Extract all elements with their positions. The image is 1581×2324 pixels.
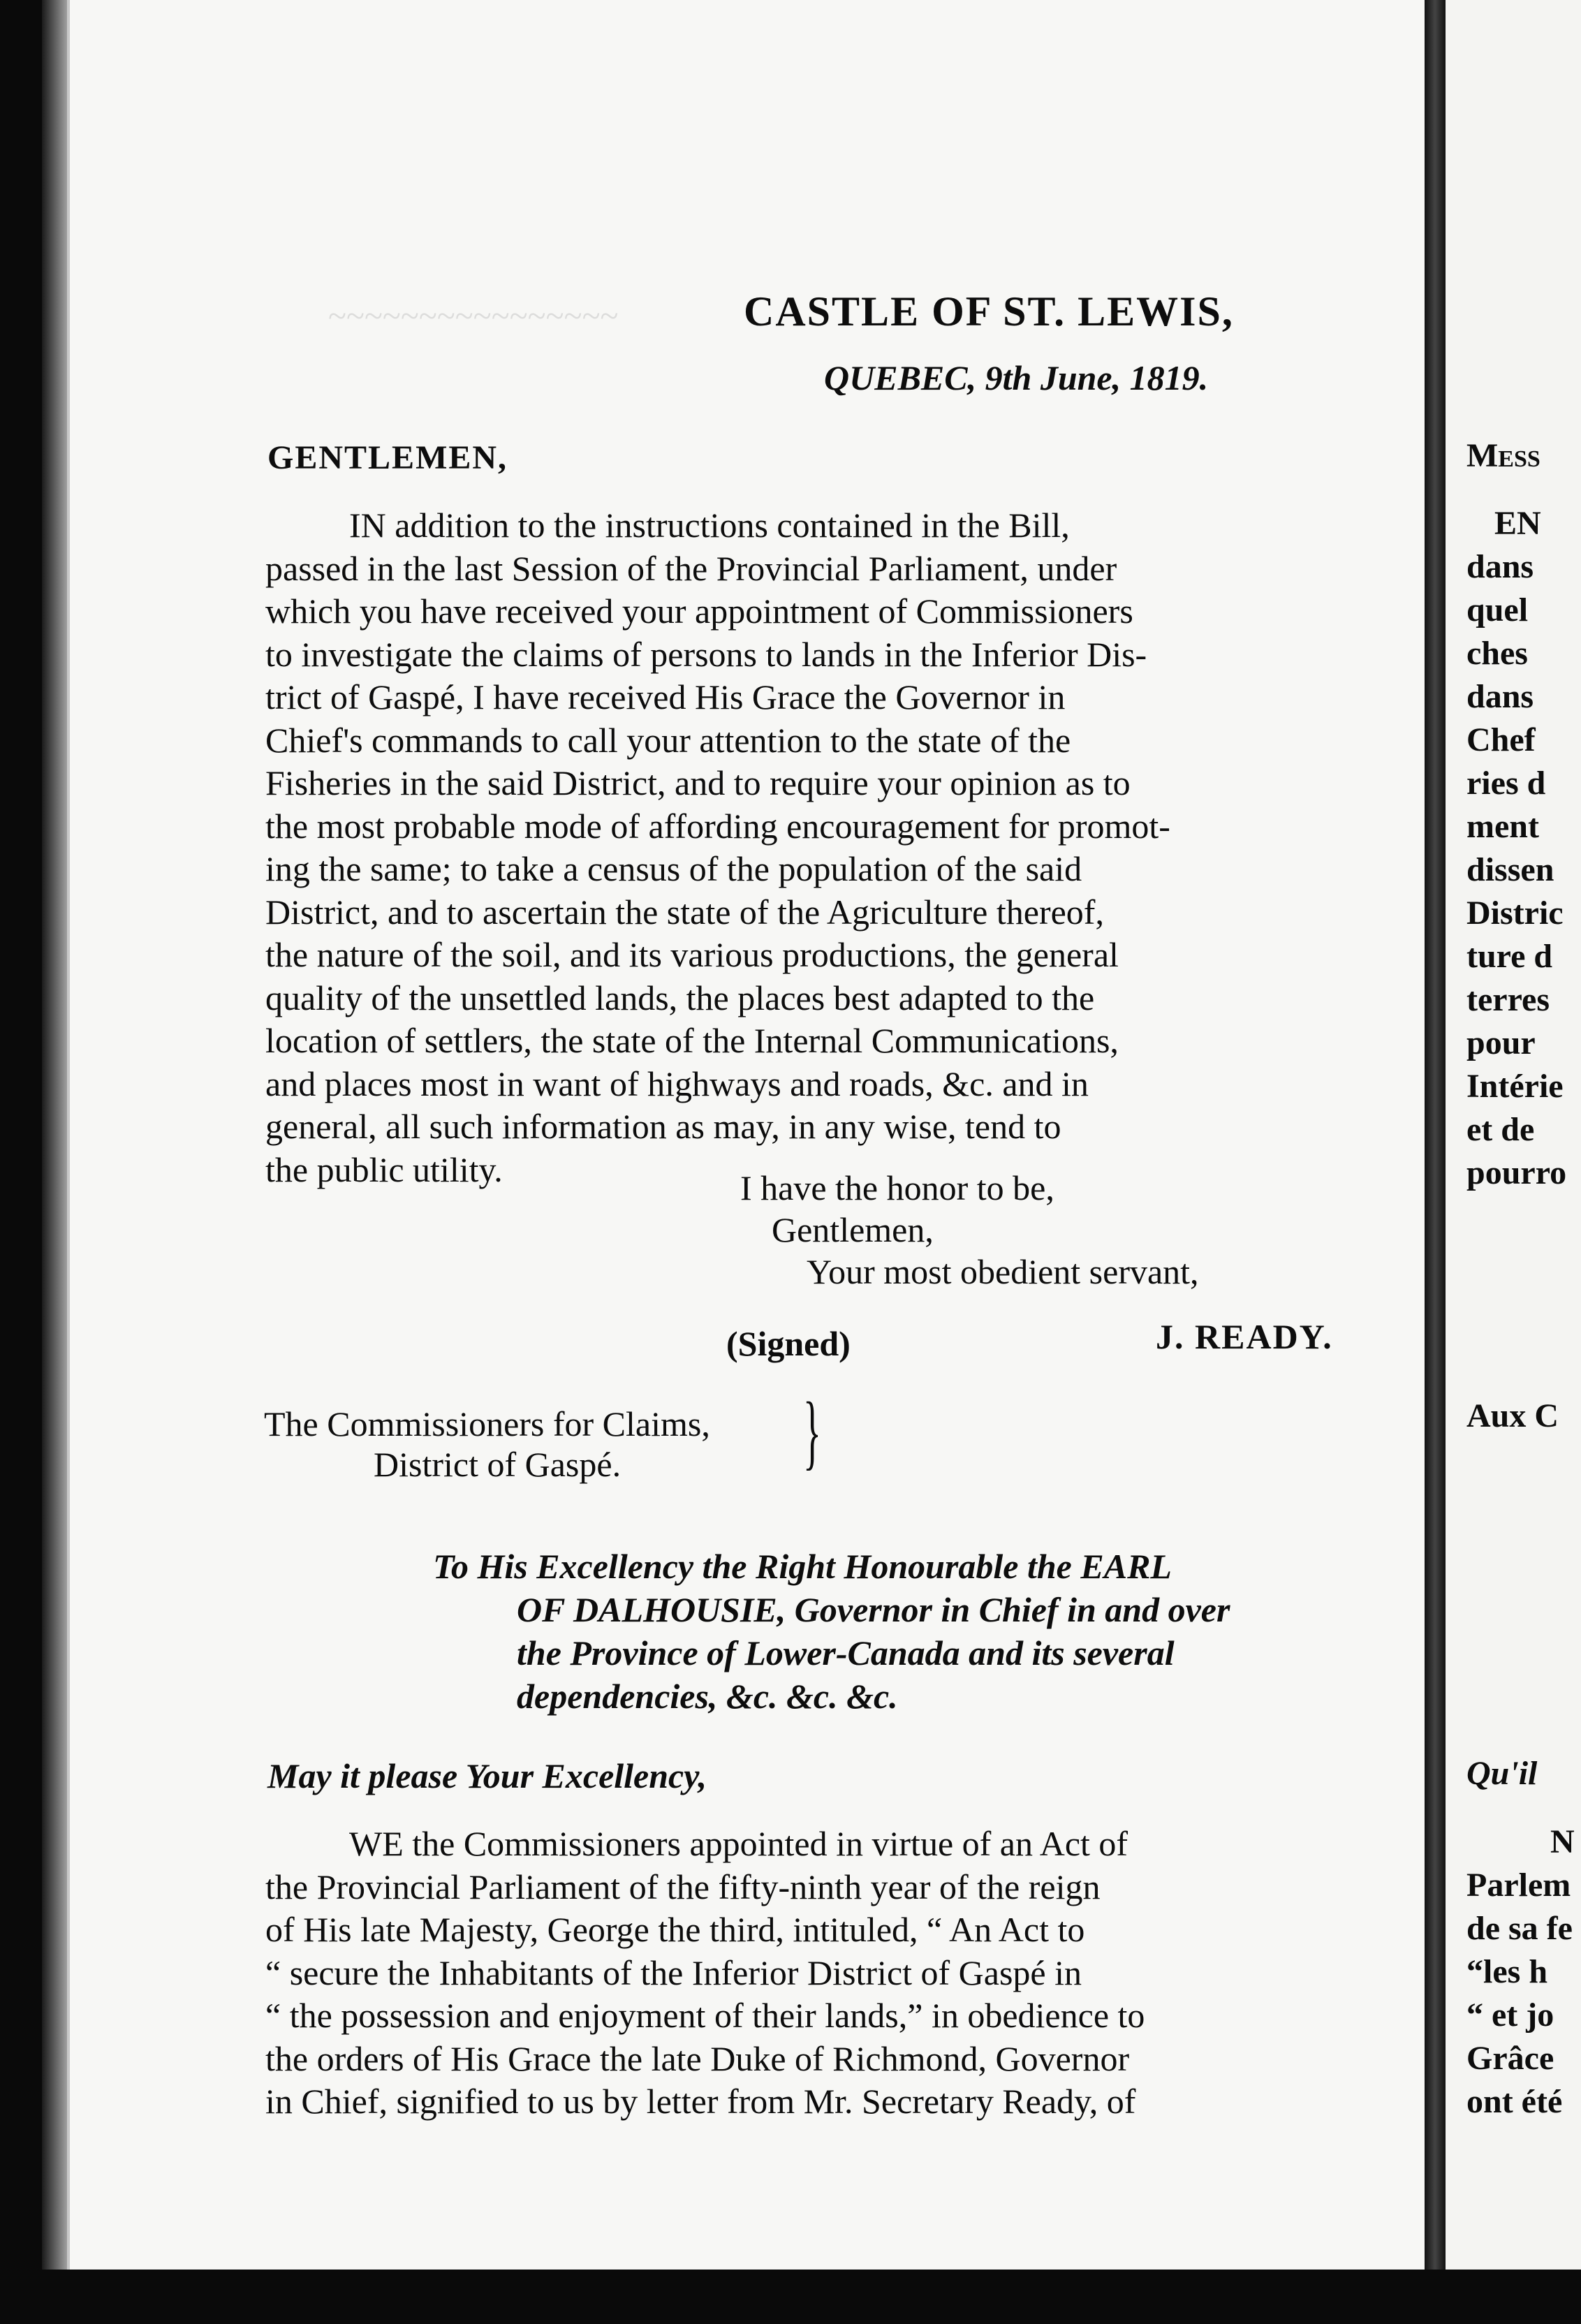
closing-line-2: Gentlemen,	[772, 1210, 934, 1249]
text-line: in Chief, signified to us by letter from Mr. Secretary Ready, of	[265, 2082, 1136, 2121]
text-line: District, and to ascertain the state of the Agriculture thereof,	[265, 892, 1104, 932]
signature: J. READY.	[1156, 1317, 1333, 1356]
fragment-text: de sa fe	[1466, 1910, 1573, 1947]
fragment-text: EN	[1494, 505, 1541, 542]
text-line: quality of the unsettled lands, the places best adapted to the	[265, 978, 1095, 1017]
fragment-text: Aux C	[1466, 1397, 1559, 1434]
fragment-text: Parlem	[1466, 1867, 1571, 1904]
text-line: to investigate the claims of persons to lands in the Inferior Dis-	[265, 634, 1147, 674]
brace-glyph: }	[803, 1385, 821, 1478]
text-line: “ the possession and enjoyment of their lands,” in obedience to	[265, 1996, 1145, 2035]
text-line: and places most in want of highways and roads, &c. and in	[265, 1064, 1089, 1103]
fragment-text: et de	[1466, 1111, 1535, 1148]
right-page-fragment	[1446, 0, 1581, 2324]
text-line: the public utility.	[265, 1149, 503, 1189]
address-line-1: To His Excellency the Right Honourable the EARL	[433, 1547, 1172, 1586]
book-gutter	[1425, 0, 1446, 2324]
fragment-text: ture d	[1466, 938, 1553, 975]
text-line: WE the Commissioners appointed in virtue of an Act of	[349, 1824, 1128, 1863]
letter-salutation: GENTLEMEN,	[267, 439, 508, 476]
addressee-line-2: District of Gaspé.	[374, 1445, 622, 1484]
fragment-text: Intérie	[1466, 1068, 1564, 1105]
text-line: IN addition to the instructions contained in the Bill,	[349, 506, 1070, 545]
text-line: trict of Gaspé, I have received His Grace the Governor in	[265, 677, 1066, 716]
letter-paragraph	[265, 504, 1376, 1191]
closing-line-3: Your most obedient servant,	[807, 1252, 1199, 1291]
address-line-2: OF DALHOUSIE, Governor in Chief in and over	[517, 1590, 1230, 1629]
fragment-text: pourro	[1466, 1154, 1567, 1191]
fragment-text: pour	[1466, 1024, 1536, 1061]
fragment-text: ment	[1466, 808, 1539, 845]
address-salutation: May it please Your Excellency,	[267, 1756, 707, 1795]
fragment-text: dissen	[1466, 851, 1554, 888]
fragment-text: Distric	[1466, 895, 1564, 932]
text-line: Chief's commands to call your attention to the state of the	[265, 720, 1071, 760]
text-line: of His late Majesty, George the third, intituled, “ An Act to	[265, 1910, 1085, 1949]
address-paragraph	[265, 1823, 1376, 2124]
addressee-line-1: The Commissioners for Claims,	[264, 1404, 710, 1443]
letter-heading: CASTLE OF ST. LEWIS,	[744, 288, 1234, 334]
text-line: Fisheries in the said District, and to require your opinion as to	[265, 763, 1131, 802]
text-line: ing the same; to take a census of the population of the said	[265, 849, 1082, 888]
fragment-text: N	[1550, 1823, 1575, 1860]
fragment-text: Qu'il	[1466, 1755, 1538, 1792]
text-line: which you have received your appointment of Commissioners	[265, 591, 1133, 631]
fragment-text: dans	[1466, 548, 1534, 585]
letter-dateline: QUEBEC, 9th June, 1819.	[824, 358, 1209, 397]
fragment-text: Mess	[1466, 437, 1540, 474]
fragment-text: “ et jo	[1466, 1996, 1554, 2034]
text-line: the most probable mode of affording encouragement for promot-	[265, 806, 1170, 846]
text-line: the Provincial Parliament of the fifty-ninth year of the reign	[265, 1867, 1101, 1906]
fragment-text: ches	[1466, 635, 1528, 672]
closing-line-1: I have the honor to be,	[740, 1168, 1054, 1207]
text-line: “ secure the Inhabitants of the Inferior District of Gaspé in	[265, 1952, 1082, 1992]
bleed-through: ~~~~~~~~~~~~~~~~	[328, 297, 619, 334]
scan-border-bottom	[0, 2270, 1581, 2324]
fragment-text: terres	[1466, 981, 1550, 1018]
fragment-text: Grâce	[1466, 2040, 1554, 2077]
text-line: passed in the last Session of the Provincial Parliament, under	[265, 548, 1117, 588]
signed-label: (Signed)	[726, 1324, 851, 1363]
fragment-text: dans	[1466, 678, 1534, 715]
text-line: the nature of the soil, and its various productions, the general	[265, 935, 1119, 974]
fragment-text: ont été	[1466, 2083, 1563, 2120]
text-line: general, all such information as may, in any wise, tend to	[265, 1107, 1061, 1146]
fragment-text: “les h	[1466, 1953, 1548, 1990]
address-line-4: dependencies, &c. &c. &c.	[517, 1677, 898, 1716]
text-line: the orders of His Grace the late Duke of Richmond, Governor	[265, 2038, 1130, 2078]
fragment-text: quel	[1466, 591, 1529, 628]
address-line-3: the Province of Lower-Canada and its several	[517, 1633, 1175, 1672]
text-line: location of settlers, the state of the Internal Communications,	[265, 1021, 1119, 1060]
fragment-text: ries d	[1466, 765, 1546, 802]
fragment-text: Chef	[1466, 721, 1536, 758]
